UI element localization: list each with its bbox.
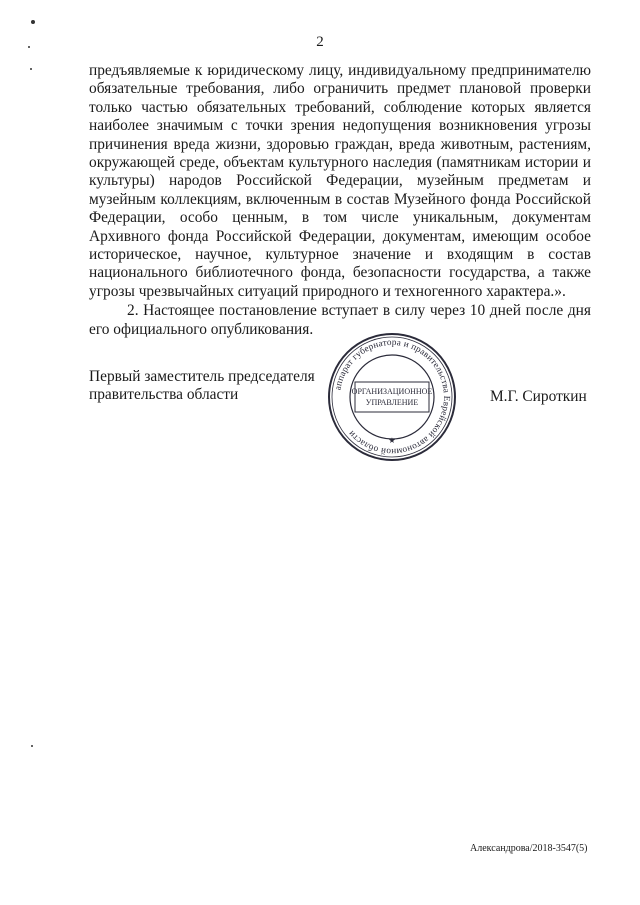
text-line: обязательные требования, либо ограничить предмет плановой проверки [89,80,591,98]
stamp-center-line: ОРГАНИЗАЦИОННОЕ [351,387,433,396]
text-line: культуры) народов Российской Федерации, музейным предметам и музейным [89,172,591,208]
signer-name: М.Г. Сироткин [490,388,587,405]
text-line: его официального опубликования. [89,320,314,338]
text-line: Российской Федерации, документам, имеющим особое историческое, [89,227,591,264]
text-line: научное, культурное значение и входящим в состав национального [89,246,591,282]
scan-speck [30,68,32,70]
star-icon: ★ [388,436,396,445]
text-line: особо ценным, в том числе уникальным, документам Архивного фонда [89,209,591,245]
text-line: библиотечного фонда, безопасности государства, а также угрозы [89,264,591,300]
page-number: 2 [316,34,324,50]
text-line: причинения вреда жизни, здоровью граждан, вреда животным, растениям, [89,135,591,153]
scan-speck [28,46,30,48]
text-line: окружающей среде, объектам культурного наследия (памятникам истории и [89,154,591,172]
document-body [89,62,591,339]
signer-title-line: правительства области [89,386,239,404]
text-line: 2. Настоящее постановление вступает в силу через 10 дней после дня [127,302,591,320]
official-stamp-seal [325,330,459,464]
document-code: Александрова/2018-3547(5) [470,843,588,854]
text-line: чрезвычайных ситуаций природного и техногенного характера.». [138,282,566,300]
stamp-ring-text: аппарат губернатора и правительства Еврейской автономной области [332,336,453,458]
text-line: предъявляемые к юридическому лицу, индивидуальному предпринимателю [89,62,591,79]
stamp-center-line: УПРАВЛЕНИЕ [365,398,419,407]
scan-speck [31,745,33,747]
paragraph-continuation [89,62,591,301]
text-line: наиболее значимым с точки зрения недопущения возникновения угрозы [89,117,591,135]
signer-title-line: Первый заместитель председателя [89,368,315,385]
text-line: только частью обязательных требований, соблюдение которых является [89,98,591,116]
text-line: коллекциям, включенным в состав Музейного фонда Российской Федерации, [89,190,591,227]
signer-title [89,368,329,405]
scan-speck [31,20,35,24]
